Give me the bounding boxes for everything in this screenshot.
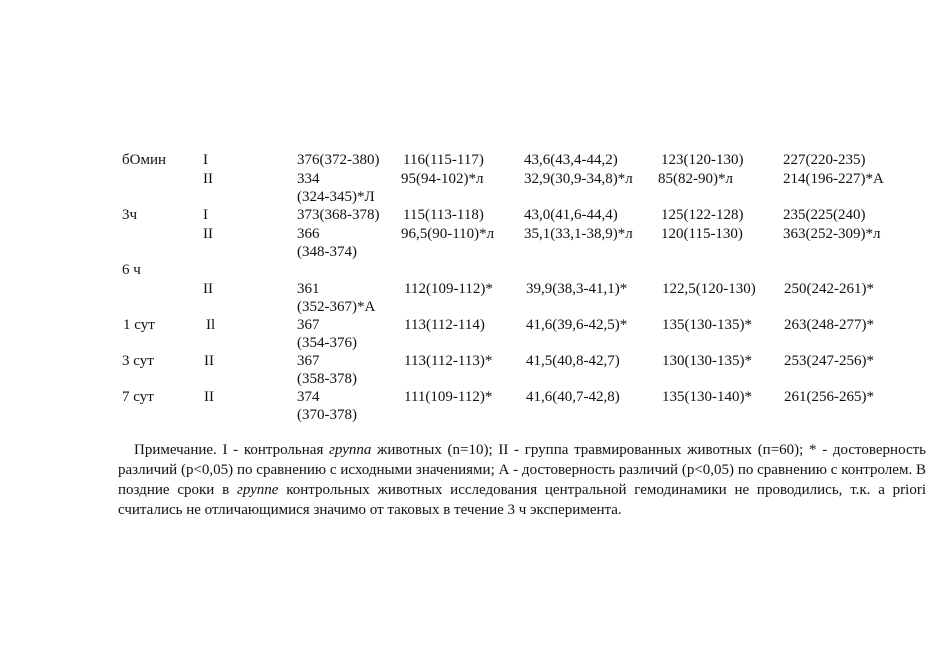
table-cell: 373(368-378) bbox=[297, 207, 380, 223]
table-cell: 116(115-117) bbox=[403, 152, 484, 168]
table-cell: 35,1(33,1-38,9)*л bbox=[524, 226, 633, 242]
table-cell: 235(225(240) bbox=[783, 207, 866, 223]
row-group: II bbox=[203, 281, 213, 297]
row-group: I bbox=[203, 152, 208, 168]
table-cell-continuation: (352-367)*А bbox=[297, 299, 376, 315]
table-cell: 115(113-118) bbox=[403, 207, 484, 223]
footnote-italic: группе bbox=[236, 482, 279, 498]
table-cell-continuation: (358-378) bbox=[297, 371, 357, 387]
table-cell: 95(94-102)*л bbox=[401, 171, 484, 187]
table-cell: 253(247-256)* bbox=[784, 353, 874, 369]
table-cell: 130(130-135)* bbox=[662, 353, 752, 369]
table-footnote bbox=[118, 440, 926, 520]
row-group: II bbox=[203, 171, 213, 187]
row-time: 3ч bbox=[122, 207, 138, 223]
table-cell: 135(130-135)* bbox=[662, 317, 752, 333]
row-time: 3 сут bbox=[122, 353, 154, 369]
table-cell: 39,9(38,3-41,1)* bbox=[526, 281, 628, 297]
table-cell-continuation: (370-378) bbox=[297, 407, 357, 423]
row-time: 1 сут bbox=[123, 317, 155, 333]
table-cell: 135(130-140)* bbox=[662, 389, 752, 405]
row-group: Il bbox=[206, 317, 216, 333]
table-cell: 376(372-380) bbox=[297, 152, 380, 168]
table-cell: 112(109-112)* bbox=[404, 281, 493, 297]
table-cell: 366 bbox=[297, 226, 320, 242]
table-cell: 43,6(43,4-44,2) bbox=[524, 152, 618, 168]
footnote-text: Примечание. I - контрольная bbox=[134, 442, 330, 458]
row-time: 7 сут bbox=[122, 389, 154, 405]
table-cell: 41,6(39,6-42,5)* bbox=[526, 317, 628, 333]
table-cell: 120(115-130) bbox=[661, 226, 743, 242]
table-cell: 125(122-128) bbox=[661, 207, 744, 223]
table-cell: 263(248-277)* bbox=[784, 317, 874, 333]
table-cell: 111(109-112)* bbox=[404, 389, 493, 405]
table-cell: 113(112-114) bbox=[404, 317, 485, 333]
table-cell: 96,5(90-110)*л bbox=[401, 226, 495, 242]
table-cell: 43,0(41,6-44,4) bbox=[524, 207, 618, 223]
table-cell: 261(256-265)* bbox=[784, 389, 874, 405]
table-cell: 250(242-261)* bbox=[784, 281, 874, 297]
table-cell: 123(120-130) bbox=[661, 152, 744, 168]
table-cell: 227(220-235) bbox=[783, 152, 866, 168]
table-cell-continuation: (348-374) bbox=[297, 244, 357, 260]
table-cell: 113(112-113)* bbox=[404, 353, 493, 369]
footnote-italic: группа bbox=[329, 442, 372, 458]
footnote-text: животных (n=10); II - группа травмированных животных (п=60); * - достоверность различий (p<0,05) по сравнению с исходными значениями; А - достоверность различий (p<0,05) по сравнению с контролем. В поздние сроки в bbox=[118, 442, 927, 498]
table-cell: 32,9(30,9-34,8)*л bbox=[524, 171, 633, 187]
table-cell: 367 bbox=[297, 317, 320, 333]
table-cell: 41,6(40,7-42,8) bbox=[526, 389, 620, 405]
row-time: 6 ч bbox=[122, 262, 141, 278]
table-cell: 85(82-90)*л bbox=[658, 171, 733, 187]
row-group: II bbox=[203, 226, 213, 242]
table-cell-continuation: (324-345)*Л bbox=[297, 189, 375, 205]
table-cell: 361 bbox=[297, 281, 320, 297]
footnote-text: контрольных животных исследования центральной гемодинамики не проводились, т.к. a priori считались не отличающимися значимо от таковых в течение 3 ч эксперимента. bbox=[118, 482, 926, 518]
table-cell: 214(196-227)*А bbox=[783, 171, 884, 187]
table-cell: 367 bbox=[297, 353, 320, 369]
row-group: II bbox=[204, 353, 214, 369]
table-cell: 363(252-309)*л bbox=[783, 226, 881, 242]
table-cell: 334 bbox=[297, 171, 320, 187]
row-group: II bbox=[204, 389, 214, 405]
row-group: I bbox=[203, 207, 208, 223]
table-cell-continuation: (354-376) bbox=[297, 335, 357, 351]
table-cell: 41,5(40,8-42,7) bbox=[526, 353, 620, 369]
row-time: бОмин bbox=[122, 152, 167, 168]
table-cell: 374 bbox=[297, 389, 320, 405]
table-cell: 122,5(120-130) bbox=[662, 281, 756, 297]
